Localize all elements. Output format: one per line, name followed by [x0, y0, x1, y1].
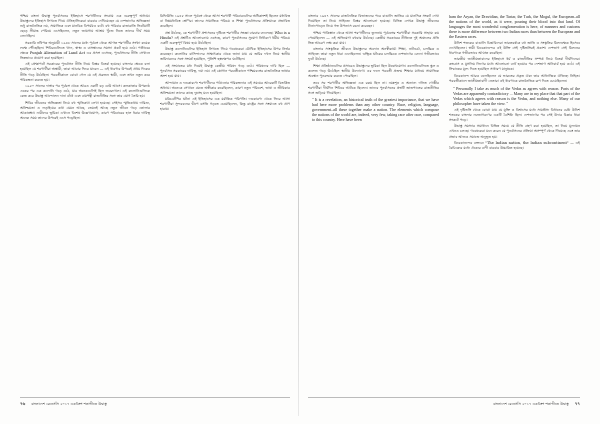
paragraph: ১৯৫০ সালের দাঙ্গার পর পূর্ববঙ্গ থেকে আরও একটি বড় ঢেউ আসে। কলকাতার উপকণ্ঠে একের পর এক কলোনি গড়ে ওঠে, যার অনেকগুলিই ছিল জবরদখল। এই কলোনিগুলিকে কেন্দ্র করে উদ্বাস্তু আন্দোলন দানা বাঁধে এবং বামপন্থী রাজনীতির সঙ্গে তার যোগ তৈরি হয়।: [20, 84, 150, 99]
right-column-1: [308, 14, 439, 394]
paragraph: পশ্চিম বাংলা উদ্বাস্তু পুনর্বাসনের ইতিহাসে শরণার্থীদের সংগ্রাম এক গুরুত্বপূর্ণ অধ্যায়। উদ্বাস্তুদের ইতিহাস লিখতে গিয়ে ঐতিহাসিকেরা বারবার দেখিয়েছেন যে দেশভাগের অভিজ্ঞতা শুধু রাজনৈতিক নয়, সামাজিক এবং মানবিক বিপর্যয়ও বটে। বহু পরিবার রাতারাতি ভিটেমাটি ছেড়ে সীমান্ত পেরিয়ে এসেছিলেন, নতুন জায়গায় আশ্রয় খুঁজে নিতে তাদের দীর্ঘ সময় লেগেছিল।: [20, 14, 150, 39]
paragraph: পশ্চিম পাকিস্তান থেকে আসা শরণার্থীদের তুলনায় পূর্ববঙ্গের শরণার্থীরা সরকারি সাহায্য কম পেয়েছিলেন — এই অভিযোগ বহুবার উঠেছে। কেন্দ্রীয় সরকারের নীতিতে দুই অঞ্চলের প্রতি ভিন্ন আচরণ লক্ষ করা যায়।: [308, 30, 439, 45]
paragraph: ভারতীয় জাতীয়তাবাদের ইতিহাসে ধর্ম ও রাজনীতির সম্পর্ক নিয়ে বিতর্ক দীর্ঘদিনের। কংগ্রেস ও মুসলিম লিগের মধ্যে আলোচনা ব্যর্থ হওয়ার পর দেশভাগ অনিবার্য হয়ে ওঠে। এই সিদ্ধান্তের মূল্য দিতে হয়েছিল সাধারণ মানুষকে।: [449, 57, 580, 72]
left-page-columns: [20, 14, 290, 394]
left-page-footer: [20, 397, 290, 410]
page-number: ৭৭: [574, 400, 580, 406]
left-column-2: [160, 14, 290, 394]
paragraph: শিক্ষা প্রতিষ্ঠানগুলির প্রসারেও উদ্বাস্তুদের ভূমিকা ছিল উল্লেখযোগ্য। কলোনিগুলিতে স্কুল ও কলেজ গড়ে উঠেছিল স্থানীয় উদ্যোগে। এর ফলে পরবর্তী প্রজন্ম শিক্ষার মাধ্যমে সামাজিক অবস্থান পুনরুদ্ধার করতে পেরেছিল।: [308, 63, 439, 79]
running-footer: বাংলাদেশ রেনেসাঁস ২০১৭ একবিংশ শতাব্দীতে উদ্বাস্তু: [493, 401, 569, 406]
paragraph: বাংলার সাংস্কৃতিক জীবনে উদ্বাস্তুদের অবদান অনস্বীকার্য। শিক্ষা, নাট্যচর্চা, চলচ্চিত্র ও সাহিত্যে তারা নতুন ধারা এনেছিলেন। ঋত্বিক ঘটকের চলচ্চিত্রে দেশভাগের বেদনা গভীরভাবে ফুটে উঠেছে।: [308, 47, 439, 62]
paragraph: বাংলার ১৯৪৭ সালের রাজনৈতিক বিভাজনের পরে বাঙালি জাতির যে মানসিক সংকট দেখা দিয়েছিল তা নিয়ে সাহিত্যে বিস্তর আলোচনা হয়েছে। বিভিন্ন লেখক উদ্বাস্তু জীবনের টানাপোড়েন নিয়ে গল্প উপন্যাস রচনা করেছেন।: [308, 14, 439, 29]
paragraph: বিবেকানন্দ আরও বলেছিলেন যে ভারতের প্রকৃত ঐক্য তার আধ্যাত্মিক ঐতিহ্যে নিহিত। পরবর্তীকালে জাতীয়তাবাদী নেতারা এই ধারণাকে রাজনৈতিক রূপ দিতে চেয়েছিলেন।: [449, 74, 580, 84]
book-gutter: [298, 8, 299, 416]
right-column-2: [449, 14, 580, 394]
running-footer: বাংলাদেশ রেনেসাঁস ২০১৭ একবিংশ শতাব্দীতে উদ্বাস্তু: [31, 401, 107, 406]
paragraph: উদ্বাস্তু কলোনিগুলির ইতিহাস লিখতে গিয়ে গবেষকেরা মৌখিক ইতিহাসের উপর নির্ভর করেছেন। কলোনির বাসিন্দাদের সাক্ষাৎকার থেকে জানা যায় যে জমির দখল নিয়ে স্থানীয় জমিদারদের সঙ্গে সংঘর্ষ হয়েছিল, পুলিশি হস্তক্ষেপও ঘটেছিল।: [160, 47, 290, 62]
paragraph: রিফিউজি ১৯৪৮ সালে পূর্ববঙ্গ থেকে আসা শরণার্থী পরিবারগুলির অধিকাংশই ছিলেন মধ্যবিত্ত বা নিম্নমধ্যবিত্ত শ্রেণির। তাদের সামাজিক পরিচয় ও শিক্ষা পুনর্বাসনের প্রক্রিয়াকে প্রভাবিত করেছিল।: [160, 14, 290, 29]
left-page: [20, 14, 290, 410]
english-quote-continued: ham the Aryan, the Dravidian, the Tartar, the Turk, the Mogul, the European–all the nations of the world, as it were, pouring their blood into that land. Of languages the most wonderful conglomeration is here, of manners and customs there is more difference between two Indian races than between the European and the Eastern races.: [449, 14, 580, 40]
paragraph: আন্দামান ও দণ্ডকারণ্যে শরণার্থীদের পাঠানোর পরিকল্পনাও এই সময়ের আরেকটি বিতর্কিত অধ্যায়। অনেকে সেখানে যেতে অস্বীকার করেছিলেন, কারণ নতুন পরিবেশ, ভাষা ও জীবিকার অনিশ্চয়তা তাদের কাছে দুঃসহ মনে হয়েছিল।: [160, 80, 290, 95]
paragraph: এই প্রেক্ষাপটে সরকারের পুনর্বাসন নীতি নিয়ে বিস্তর বিতর্ক হয়েছে। বাংলার ক্ষেত্রে বলা হয়েছিল যে শরণার্থীরা অস্থায়ী, তারা আবার ফিরে যাবেন — এই ধারণার উপরেই প্রথম দিকের নীতি গড়ে উঠেছিল। পরবর্তীকালে বোঝা গেল যে এই প্রব্রজন স্থায়ী, এবং তখন নতুন করে পরিকল্পনা করতে হয়।: [20, 62, 150, 82]
paragraph: তবে সব শরণার্থীর অভিজ্ঞতা এক রকম ছিল না। নমঃশূদ্র ও অন্যান্য দলিত গোষ্ঠীর শরণার্থীরা দীর্ঘদিন শিবিরে আটকে ছিলেন। তাদের পুনর্বাসনের প্রশ্নটি জাতপাতের রাজনীতির সঙ্গে জড়িয়ে গিয়েছিল।: [308, 80, 439, 95]
english-quote: " It is a revelation, an historical truth of the greatest importance, that we have had here more problems than any other country. Race, religion, language, government–all these together make a nation. The elements which compose the nations of the world are, indeed, very few, taking race after race, compared to this country. Here have been: [312, 97, 439, 123]
paragraph: মরিচঝাঁপির ঘটনা এই ইতিহাসের এক মর্মান্তিক পরিণতি। দণ্ডকারণ্য থেকে ফিরে আসা শরণার্থীরা সুন্দরবনের দ্বীপে বসতি গড়তে চেয়েছিলেন, কিন্তু রাষ্ট্রের সঙ্গে সংঘাতে বহু প্রাণ হারায়।: [160, 97, 290, 112]
page-number: ৭৬: [20, 400, 26, 406]
english-quote: " Personally I take as much of the Vedas as agrees with reason. Parts of the Vedas are apparently contradictory ... Many are in my place that that part of the Vedas which agrees with reason is the Vedas, and nothing else. Many of our philosopher have taken the view. ": [453, 85, 580, 106]
paragraph: সরকারি নথিপত্র অনুযায়ী ১৯৪৮ সালের মধ্যে পূর্ববঙ্গ থেকে আগত শরণার্থীর সংখ্যা কয়েক লক্ষে পৌঁছেছিল। শিবিরগুলিতে খাদ্য, স্বাস্থ্য ও বাসস্থানের সমস্যা প্রকট হয়ে ওঠে। পঞ্জাবের ক্ষেত্রে Punjab Alienation of Land Act এর প্রসঙ্গ এসেছে, পুনর্বাসনের নীতি সেখানে ভিন্নভাবে প্রয়োগ করা হয়েছিল।: [20, 40, 150, 60]
right-page-columns: [308, 14, 580, 394]
paragraph: উনিশ শতকের বাঙালি চিন্তাবিদেরা ভারতবর্ষকে বহু জাতি ও সংস্কৃতির মিলনক্ষেত্র হিসেবে দেখেছিলেন। স্বামী বিবেকানন্দের এই উক্তি সেই দৃষ্টিভঙ্গিরই প্রকাশ। দেশভাগ সেই মিলনের ধারণাকে গভীরভাবে আঘাত করেছিল।: [449, 40, 580, 55]
left-column-1: [20, 14, 150, 394]
right-page: [308, 14, 580, 410]
paragraph: শিবির জীবনের অভিজ্ঞতা নিয়ে বহু স্মৃতিকথা লেখা হয়েছে। সেইসব স্মৃতিকথায় দারিদ্র্য, অনিশ্চয়তা ও লড়াইয়ের কথা যেমন আছে, তেমনই আছে নতুন জীবন গড়ে তোলার আকাঙ্ক্ষা। নারীদের ভূমিকা এখানে বিশেষ উল্লেখযোগ্য, কারণ পরিবারের হাল ধরার দায়িত্ব অনেক সময় তাদের উপরেই এসে পড়েছিল।: [20, 100, 150, 120]
paragraph: বিবেকানন্দের বক্তব্যে "The Indian nation, the Indian subcontinent" — এই বৈচিত্র্যের মধ্যে ঐক্যের বাণী বারবার উচ্চারিত হয়েছে।: [449, 141, 580, 151]
paragraph: উদ্বাস্তু সমস্যার সমাধানে বিভিন্ন সময়ে যে নীতি গ্রহণ করা হয়েছিল, তা নিয়ে মূল্যায়ন এখনও চলছে। গবেষকেরা মনে করেন যে পুনর্বাসনের প্রক্রিয়া অসম্পূর্ণ থেকে গিয়েছে এবং তার প্রভাব আজও সমাজে অনুভূত হয়।: [449, 124, 580, 139]
paragraph: এই দৃষ্টিভঙ্গি থেকে বোঝা যায় যে যুক্তি ও বিশ্বাসের মধ্যে সামঞ্জস্য বিধানের চেষ্টা উনিশ শতকের বাংলার নবজাগরণের একটি বৈশিষ্ট্য ছিল। দেশভাগের পর সেই উদার চিন্তার ধারা সংকটে পড়ে।: [449, 107, 580, 122]
paragraph: এই সংঘাতের মধ্য দিয়েই উদ্বাস্তু কেন্দ্রীয় পরিষদ গড়ে ওঠে। পরিষদের দাবি ছিল — পুনর্বাসন সরকারের দায়িত্ব, দয়া নয়। এই স্লোগান পরবর্তীকালে পশ্চিমবঙ্গের রাজনৈতিক ভাষার অংশ হয়ে যায়।: [160, 63, 290, 79]
right-page-footer: [308, 397, 580, 410]
paragraph: প্রশ্ন উঠেছে, কে শরণার্থী? প্রশাসনের দৃষ্টিতে শরণার্থীর সংজ্ঞা বারবার বদলেছে। Who is a Hindu? এই প্রশ্নটিও আলোচনায় এসেছে, কারণ পুনর্বাসনের সুযোগ নির্ধারণে ধর্মীয় পরিচয় একটি গুরুত্বপূর্ণ বিষয় হয়ে উঠেছিল।: [160, 30, 290, 45]
